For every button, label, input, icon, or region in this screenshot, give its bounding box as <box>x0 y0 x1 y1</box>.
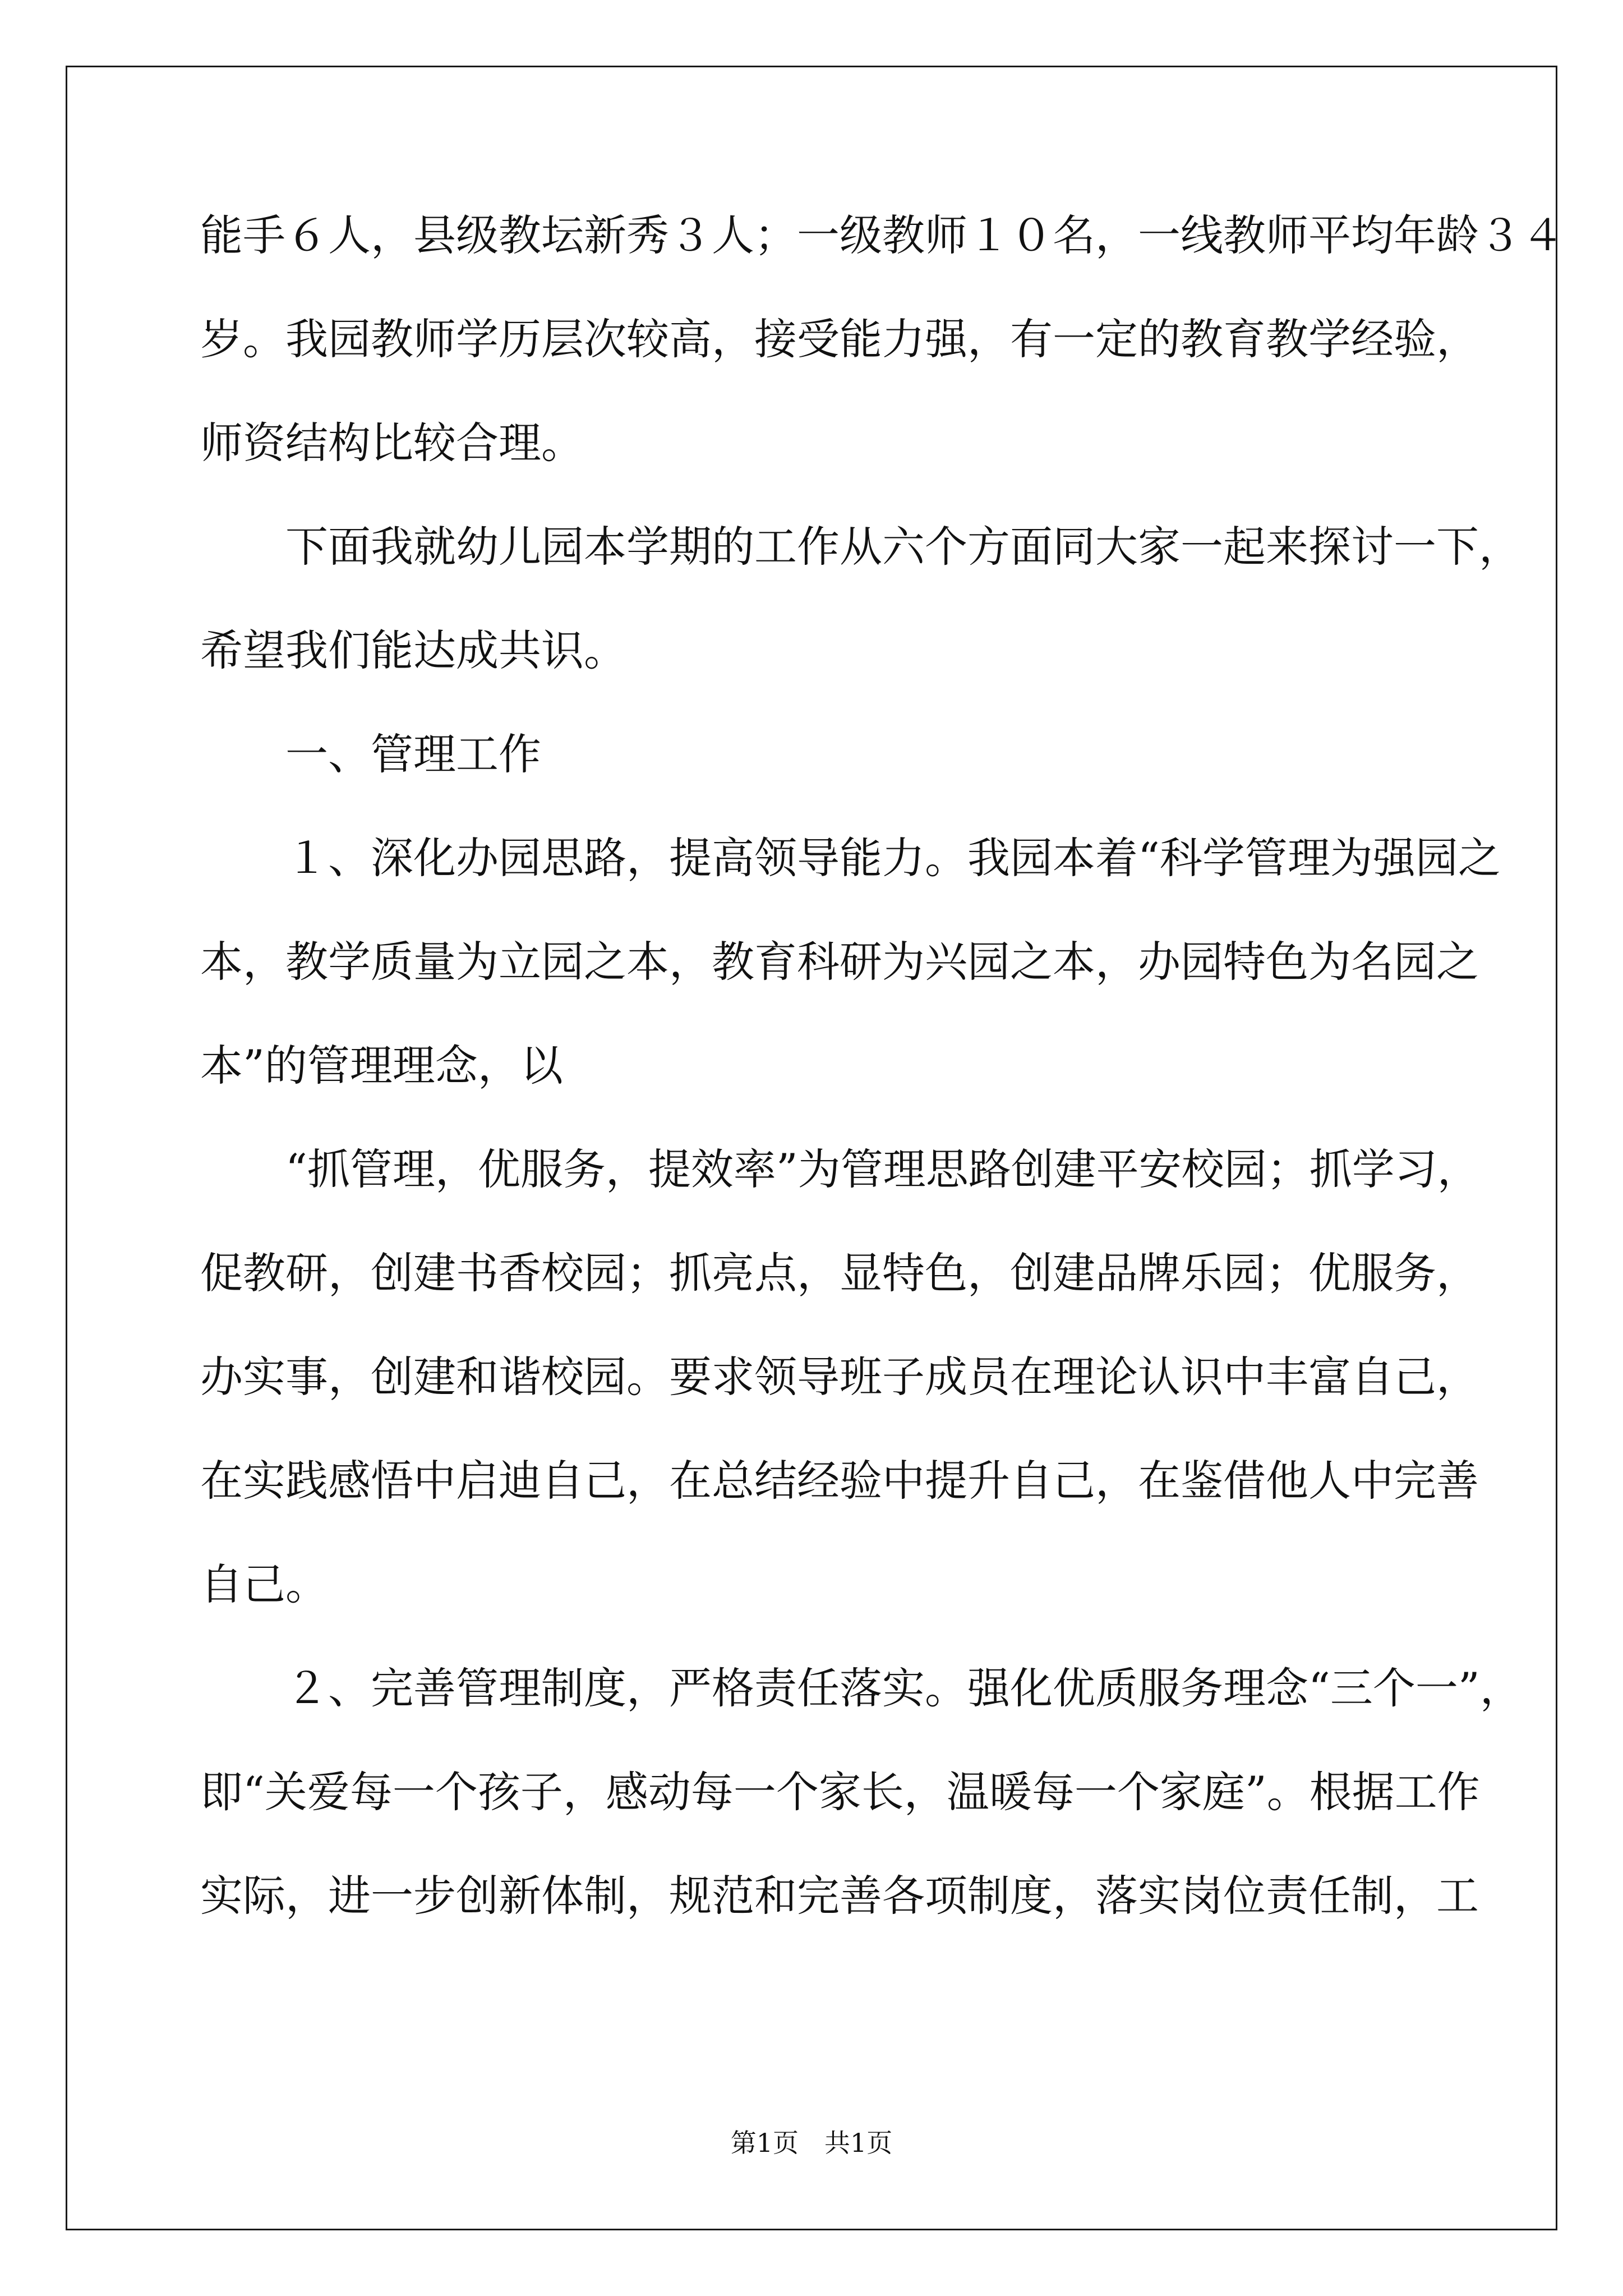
text-line: 师资结构比较合理。 <box>200 418 584 468</box>
text-line: 办实事，创建和谐校园。要求领导班子成员在理论认识中丰富自己， <box>200 1352 1479 1402</box>
text-line: 本，教学质量为立园之本，教育科研为兴园之本，办园特色为名园之 <box>200 937 1479 987</box>
text-line: 下面我就幼儿园本学期的工作从六个方面同大家一起来探讨一下， <box>200 522 1521 572</box>
text-line: ２、完善管理制度，严格责任落实。强化优质服务理念“三个一”， <box>200 1663 1523 1713</box>
text-line: 能手６人，县级教坛新秀３人；一级教师１０名，一线教师平均年龄３４ <box>200 210 1564 260</box>
text-line: 实际，进一步创新体制，规范和完善各项制度，落实岗位责任制，工 <box>200 1871 1479 1921</box>
text-line: 岁。我园教师学历层次较高，接受能力强，有一定的教育教学经验， <box>200 314 1479 364</box>
page-number-footer: 第1页 共1页 <box>730 2128 893 2158</box>
text-line: 促教研，创建书香校园；抓亮点，显特色，创建品牌乐园；优服务， <box>200 1248 1479 1298</box>
text-line: 希望我们能达成共识。 <box>200 625 626 675</box>
text-line: 自己。 <box>200 1559 328 1609</box>
text-line: 本”的管理理念，以 <box>200 1041 563 1091</box>
text-line: “抓管理，优服务，提效率”为管理思路创建平安校园；抓学习， <box>200 1144 1480 1194</box>
text-line: １、深化办园思路，提高领导能力。我园本着“科学管理为强园之 <box>200 833 1501 883</box>
section-heading: 一、管理工作 <box>200 729 541 779</box>
text-line: 在实践感悟中启迪自己，在总结经验中提升自己，在鉴借他人中完善 <box>200 1456 1479 1506</box>
text-line: 即“关爱每一个孩子，感动每一个家长，温暖每一个家庭”。根据工作 <box>200 1767 1480 1817</box>
